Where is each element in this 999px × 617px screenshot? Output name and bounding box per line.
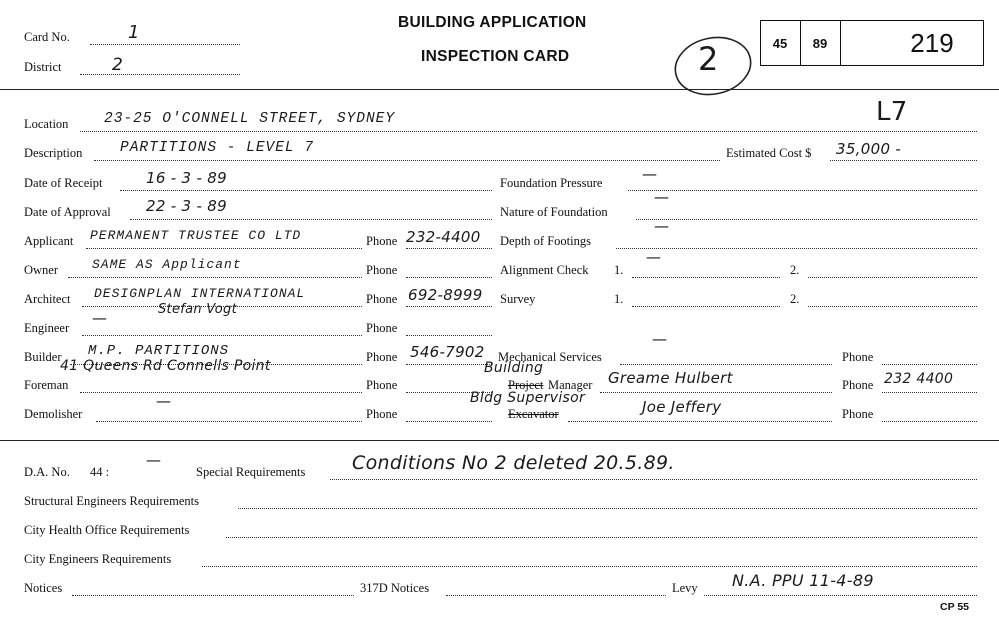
health-label: City Health Office Requirements: [24, 523, 190, 537]
architect-phone-label: Phone: [366, 292, 398, 306]
excavator-word: Excavator: [508, 407, 559, 421]
bldg-supervisor: Bldg Supervisor: [470, 390, 586, 406]
foreman-line: [80, 392, 362, 393]
engineer-label: Engineer: [24, 321, 70, 335]
builder-phone-line: [406, 364, 492, 365]
owner-phone-label: Phone: [366, 263, 398, 277]
date-approval-value: 22 - 3 - 89: [146, 197, 227, 215]
structural-label: Structural Engineers Requirements: [24, 494, 199, 508]
health-line: [226, 537, 977, 538]
location-value: 23-25 O'CONNELL STREET, SYDNEY: [104, 111, 396, 127]
manager-line: [600, 392, 832, 393]
levy-line: [704, 595, 977, 596]
levy-label: Levy: [672, 581, 698, 595]
excavator-value: Joe Jeffery: [642, 398, 722, 416]
estimated-cost-label: Estimated Cost $: [726, 146, 812, 160]
architect-note: Stefan Vogt: [158, 302, 237, 317]
city-eng-line: [202, 566, 977, 567]
builder-label: Builder: [24, 350, 62, 364]
card-no-label: Card No.: [24, 30, 70, 44]
da-label: D.A. No.: [24, 465, 70, 479]
levy-value: N.A. PPU 11-4-89: [732, 571, 874, 590]
builder-phone-label: Phone: [366, 350, 398, 364]
owner-value: SAME AS Applicant: [92, 257, 242, 272]
builder-address: 41 Queens Rd Connells Point: [60, 358, 271, 374]
applicant-label: Applicant: [24, 234, 74, 248]
survey-label: Survey: [500, 292, 536, 306]
manager-label: Manager: [548, 378, 593, 392]
special-req-line: [330, 479, 977, 480]
mechanical-label: Mechanical Services: [498, 350, 602, 364]
manager-value: Greame Hulbert: [608, 369, 733, 387]
form-code: CP 55: [940, 601, 969, 613]
engineer-phone-label: Phone: [366, 321, 398, 335]
foreman-phone-label: Phone: [366, 378, 398, 392]
demolisher-label: Demolisher: [24, 407, 83, 421]
date-receipt-value: 16 - 3 - 89: [146, 169, 227, 187]
owner-line: [68, 277, 362, 278]
box-number: 219: [910, 28, 954, 58]
survey-line-2: [808, 306, 977, 307]
demolisher-dash: —: [156, 392, 172, 410]
alignment-line-1: [632, 277, 780, 278]
district-label: District: [24, 60, 62, 74]
card-no-line: [90, 44, 240, 45]
location-label: Location: [24, 117, 69, 131]
building-word: Building: [484, 360, 544, 376]
survey-line-1: [632, 306, 780, 307]
date-approval-line: [130, 219, 492, 220]
date-approval-label: Date of Approval: [24, 205, 111, 219]
structural-line: [238, 508, 977, 509]
mechanical-line: [620, 364, 832, 365]
applicant-line: [86, 248, 362, 249]
alignment-num2: 2.: [790, 263, 800, 277]
manager-phone-line: [882, 392, 977, 393]
box-code-1: 45: [772, 36, 788, 51]
notices-line: [72, 595, 354, 596]
demolisher-phone-line: [406, 421, 492, 422]
middle-rule: [0, 440, 999, 441]
notices-317-label: 317D Notices: [360, 581, 430, 595]
survey-num2: 2.: [790, 292, 800, 306]
survey-num1: 1.: [614, 292, 624, 306]
description-value: PARTITIONS - LEVEL 7: [120, 140, 315, 156]
demolisher-line: [96, 421, 362, 422]
applicant-value: PERMANENT TRUSTEE CO LTD: [90, 228, 302, 243]
architect-value: DESIGNPLAN INTERNATIONAL: [94, 286, 306, 301]
applicant-phone-line: [406, 248, 492, 249]
architect-phone-value: 692-8999: [408, 286, 483, 304]
engineer-dash: —: [92, 309, 108, 327]
location-line: [80, 131, 977, 132]
mechanical-dash: —: [652, 330, 668, 348]
alignment-num1: 1.: [614, 263, 624, 277]
special-req-label: Special Requirements: [196, 465, 306, 479]
district-line: [80, 74, 240, 75]
architect-phone-line: [406, 306, 492, 307]
owner-phone-line: [406, 277, 492, 278]
depth-footings-line: [616, 248, 977, 249]
nature-foundation-label: Nature of Foundation: [500, 205, 608, 219]
district-value: 2: [112, 55, 124, 75]
excavator-line: [568, 421, 832, 422]
da-value: 44 :: [90, 465, 110, 479]
architect-label: Architect: [24, 292, 71, 306]
location-mark: L7: [876, 97, 908, 127]
date-receipt-label: Date of Receipt: [24, 176, 103, 190]
header-rule: [0, 89, 999, 90]
alignment-check-label: Alignment Check: [500, 263, 589, 277]
description-line: [94, 160, 720, 161]
date-receipt-line: [120, 190, 492, 191]
description-label: Description: [24, 146, 83, 160]
nature-foundation-line: [636, 219, 977, 220]
foreman-label: Foreman: [24, 378, 69, 392]
depth-footings-dash: —: [654, 217, 670, 235]
special-req-value: Conditions No 2 deleted 20.5.89.: [352, 452, 675, 474]
notices-label: Notices: [24, 581, 63, 595]
demolisher-phone-label: Phone: [366, 407, 398, 421]
box-divider-2: [840, 20, 841, 66]
box-code-2: 89: [812, 36, 828, 51]
mechanical-phone-label: Phone: [842, 350, 874, 364]
title-line2: INSPECTION CARD: [421, 48, 570, 65]
applicant-phone-label: Phone: [366, 234, 398, 248]
nature-foundation-dash: —: [654, 188, 670, 206]
foundation-pressure-line: [628, 190, 977, 191]
manager-phone-value: 232 4400: [884, 371, 954, 387]
applicant-phone-value: 232-4400: [406, 228, 481, 246]
builder-value: M.P. PARTITIONS: [88, 343, 230, 359]
card-no-value: 1: [128, 22, 140, 43]
notices-317-line: [446, 595, 666, 596]
builder-phone-value: 546-7902: [410, 343, 485, 361]
depth-footings-label: Depth of Footings: [500, 234, 591, 248]
owner-label: Owner: [24, 263, 59, 277]
excavator-phone-label: Phone: [842, 407, 874, 421]
title-line1: BUILDING APPLICATION: [398, 14, 587, 31]
foundation-pressure-label: Foundation Pressure: [500, 176, 603, 190]
da-dash: —: [146, 451, 162, 469]
foundation-pressure-dash: —: [642, 165, 658, 183]
estimated-cost-value: 35,000 -: [836, 140, 902, 158]
city-eng-label: City Engineers Requirements: [24, 552, 172, 566]
excavator-phone-line: [882, 421, 977, 422]
engineer-line: [82, 335, 362, 336]
alignment-dash: —: [646, 248, 662, 266]
manager-phone-label: Phone: [842, 378, 874, 392]
engineer-phone-line: [406, 335, 492, 336]
circled-number: 2: [698, 40, 719, 78]
estimated-cost-line: [830, 160, 977, 161]
mechanical-phone-line: [882, 364, 977, 365]
project-word: Project: [508, 378, 544, 392]
alignment-line-2: [808, 277, 977, 278]
